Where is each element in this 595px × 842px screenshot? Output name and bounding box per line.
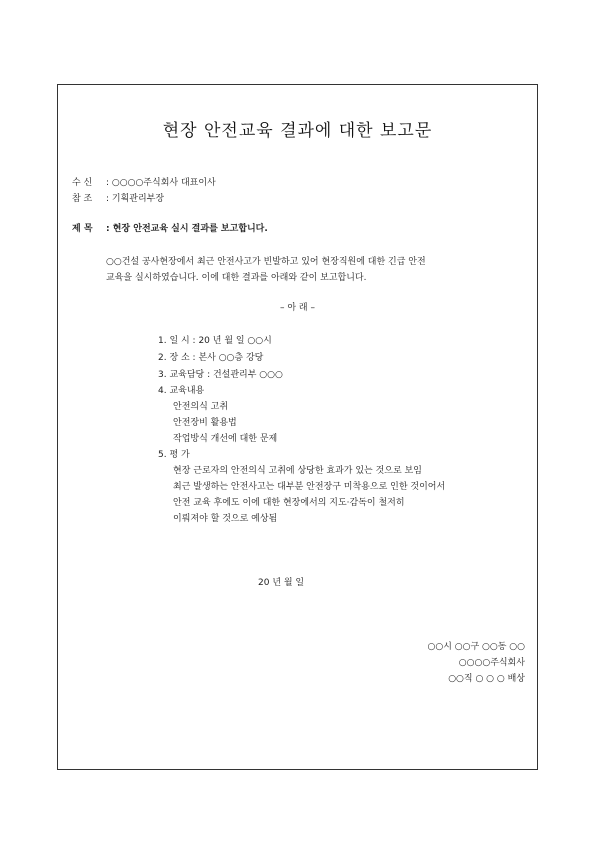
content-item: 안전의식 고취 — [173, 402, 229, 412]
body-line-2: 교육을 실시하였습니다. 이에 대한 결과를 아래와 같이 보고합니다. — [106, 273, 367, 283]
eval-line: 현장 근로자의 안전의식 고취에 상당한 효과가 있는 것으로 보임 — [173, 466, 422, 476]
item-date: 1. 일 시 : 20 년 월 일 ○○시 — [158, 336, 272, 346]
eval-line: 안전 교육 후에도 이에 대한 현장에서의 지도·감독이 철저히 — [173, 498, 405, 508]
recipient-label: 수 신 — [72, 178, 93, 188]
cc-value: : 기획관리부장 — [106, 194, 165, 204]
subject-value: : 현장 안전교육 실시 결과를 보고합니다. — [106, 224, 268, 234]
item-place: 2. 장 소 : 본사 ○○층 강당 — [158, 353, 264, 363]
recipient-value: : ○○○○주식회사 대표이사 — [106, 178, 216, 188]
cc-label: 참 조 — [72, 194, 93, 204]
sender-position: ○○직 ○ ○ ○ 배상 — [448, 674, 525, 684]
eval-line: 최근 발생하는 안전사고는 대부분 안전장구 미착용으로 인한 것이어서 — [173, 482, 446, 492]
sender-address: ○○시 ○○구 ○○동 ○○ — [427, 642, 525, 652]
date-line: 20 년 월 일 — [258, 578, 305, 588]
cc-line — [72, 194, 164, 205]
subject-line — [72, 224, 268, 235]
below-heading: – 아 래 – — [280, 303, 315, 313]
subject-label: 제 목 — [72, 224, 93, 234]
content-item: 작업방식 개선에 대한 문제 — [173, 434, 278, 444]
eval-line: 이뤄져야 할 것으로 예상됨 — [173, 514, 278, 524]
item-content-label: 4. 교육내용 — [158, 386, 205, 396]
item-instructor: 3. 교육담당 : 건설관리부 ○○○ — [158, 370, 283, 380]
body-line-1: ○○건설 공사현장에서 최근 안전사고가 빈발하고 있어 현장직원에 대한 긴급 안전 — [106, 257, 426, 267]
sender-company: ○○○○주식회사 — [458, 658, 525, 668]
content-item: 안전장비 활용법 — [173, 418, 237, 428]
item-eval-label: 5. 평 가 — [158, 450, 190, 460]
recipient-line — [72, 178, 216, 189]
document-title: 현장 안전교육 결과에 대한 보고문 — [162, 121, 433, 141]
